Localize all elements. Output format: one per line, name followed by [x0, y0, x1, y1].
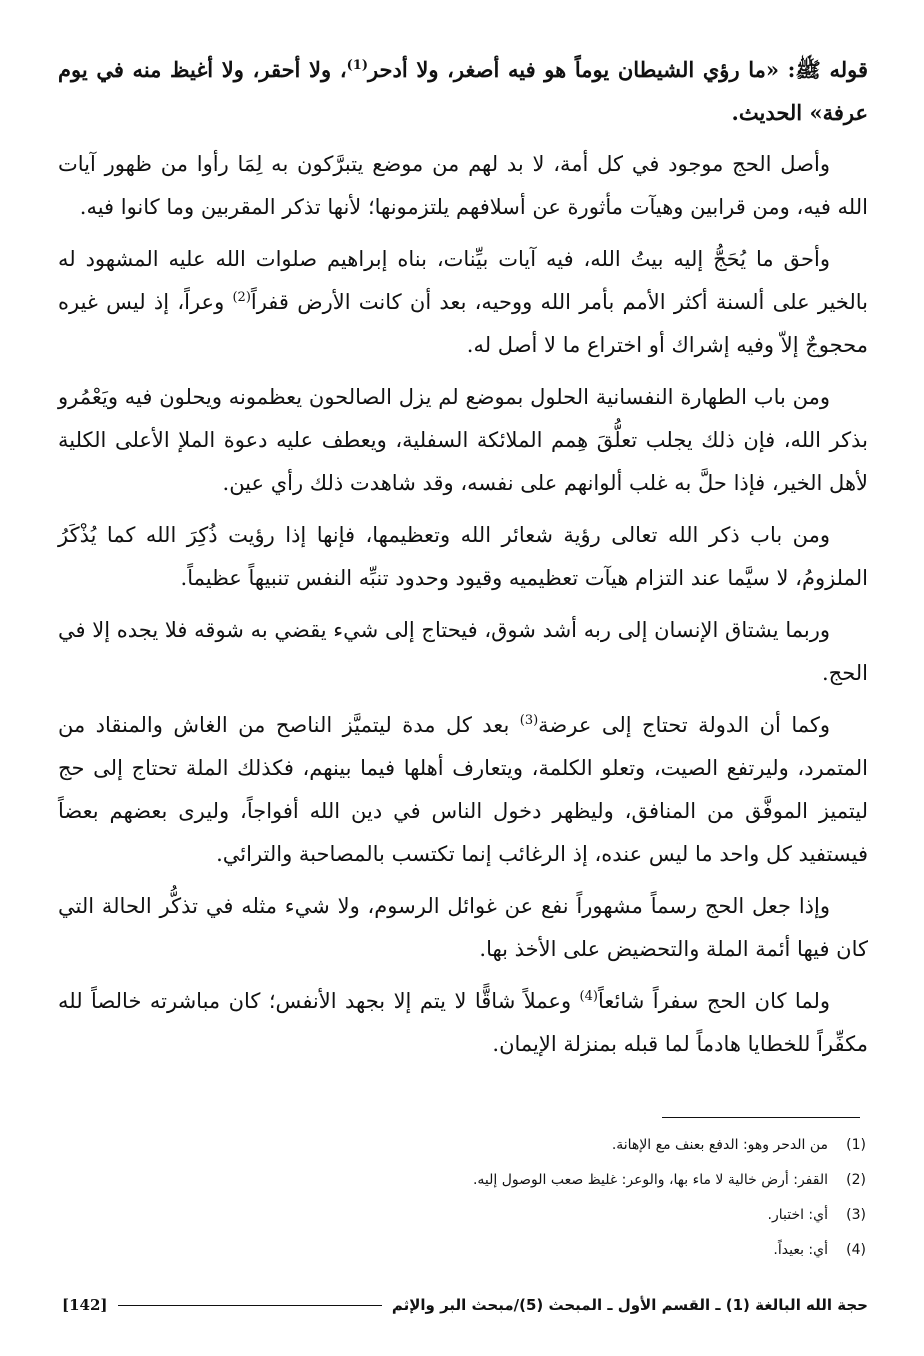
footnote-number: (4) [846, 1242, 866, 1258]
footnote-reference: (2) [232, 290, 251, 305]
paragraph-text: وكما أن الدولة تحتاج إلى عرضة [538, 713, 830, 737]
paragraph-text: وربما يشتاق الإنسان إلى ربه أشد شوق، فيحتاج إلى شيء يقضي به شوقه فلا يجده إلا في الحج. [58, 618, 868, 685]
paragraph-text: وأحق ما يُحَجُّ إليه بيتُ الله، فيه آيات بيِّنات، بناه إبراهيم صلوات الله عليه المشهود له بالخير على ألسنة أكثر الأمم بأمر الله ووحيه، بعد أن كانت الأرض قفراً [58, 247, 868, 314]
footnote-number: (2) [846, 1172, 866, 1188]
paragraph-text: ، ولا أحقر، ولا أغيظ منه في يوم عرفة» الحديث. [58, 57, 868, 125]
footnote-text: القفر: أرض خالية لا ماء بها، والوعر: غليظ صعب الوصول إليه. [472, 1172, 828, 1188]
footnote-item [300, 1233, 866, 1268]
footnote-number: (3) [846, 1207, 866, 1223]
paragraph-text: قوله ﷺ: «ما رؤي الشيطان يوماً هو فيه أصغر، ولا أدحر [367, 57, 868, 82]
footnote-text: من الدحر وهو: الدفع بعنف مع الإهانة. [611, 1137, 828, 1153]
footnote-reference: (1) [346, 58, 368, 73]
footnote-text: أي: اختبار. [767, 1207, 828, 1223]
main-text [58, 48, 868, 1075]
paragraph-text: ومن باب ذكر الله تعالى رؤية شعائر الله وتعظيمها، فإنها إذا رؤيت ذُكِرَ الله كما يُذْكَرُ الملزومُ، لا سيَّما عند التزام هيآت تعظيميه وقيود وحدود تنبِّه النفس تنبيهاً عظيماً. [58, 523, 868, 590]
paragraph-text: ومن باب الطهارة النفسانية الحلول بموضع لم يزل الصالحون يعظمونه ويحلون فيه ويَعْمُرو بذكر الله، فإن ذلك يجلب تعلُّقَ هِمم الملائكة السفلية، ويعطف عليه دعوة الملإ الأعلى الكلية لأهل الخير، فإذا حلَّ به غلب ألوانهم على نفسه، وقد شاهدت ذلك رأي عين. [58, 385, 868, 495]
paragraph-purity [58, 376, 868, 505]
paragraph-custom [58, 885, 868, 971]
paragraph-journey [58, 980, 868, 1066]
footnote-item [300, 1128, 866, 1163]
paragraph-text: وعملاً شاقًّا لا يتم إلا بجهد الأنفس؛ كان مباشرته خالصاً لله مكفِّراً للخطايا هادماً لما قبله بمنزلة الإيمان. [58, 989, 868, 1056]
paragraph-house-of-god [58, 238, 868, 367]
running-title: حجة الله البالغة (1) ـ القسم الأول ـ المبحث (5)/مبحث البر والإثم [391, 1296, 868, 1314]
paragraph-origin-of-hajj [58, 143, 868, 229]
footnote-number: (1) [846, 1137, 866, 1153]
paragraph-hadith [58, 48, 868, 134]
paragraph-longing [58, 609, 868, 695]
page-footer [62, 1290, 868, 1320]
footnote-text: أي: بعيداً. [773, 1242, 828, 1258]
footnote-item [300, 1198, 866, 1233]
paragraph-remembrance [58, 514, 868, 600]
footnote-reference: (3) [519, 713, 539, 728]
paragraph-text: وعراً، إذ ليس غيره محجوجٌ إلاّ وفيه إشراك أو اختراع ما لا أصل له. [58, 290, 868, 357]
paragraph-text: ولما كان الحج سفراً شائعاً [597, 989, 830, 1013]
footnote-item [300, 1163, 866, 1198]
footer-divider [118, 1305, 382, 1306]
footnotes [300, 1128, 866, 1268]
paragraph-text: وإذا جعل الحج رسماً مشهوراً نفع عن غوائل الرسوم، ولا شيء مثله في تذكُّر الحالة التي كان فيها أئمة الملة والتحضيض على الأخذ بها. [58, 894, 868, 961]
footnote-reference: (4) [579, 989, 598, 1004]
paragraph-text: وأصل الحج موجود في كل أمة، لا بد لهم من موضع يتبرَّكون به لِمَا رأوا من ظهور آيات الله فيه، ومن قرابين وهيآت مأثورة عن أسلافهم يلتزمونها؛ لأنها تذكر المقربين وما كانوا فيه. [58, 152, 868, 219]
paragraph-text: بعد كل مدة ليتميَّز الناصح من الغاش والمنقاد من المتمرد، وليرتفع الصيت، وتعلو الكلمة، ويتعارف أهلها فيما بينهم، فكذلك الملة تحتاج إلى حج ليتميز الموفَّق من المنافق، وليظهر دخول الناس في دين الله أفواجاً، وليرى بعضهم بعضاً فيستفيد كل واحد ما ليس عنده، إذ الرغائب إنما تكتسب بالمصاحبة والترائي. [58, 713, 868, 866]
page-number: [142] [62, 1296, 108, 1314]
paragraph-state-review [58, 704, 868, 876]
footnote-divider [662, 1117, 860, 1118]
